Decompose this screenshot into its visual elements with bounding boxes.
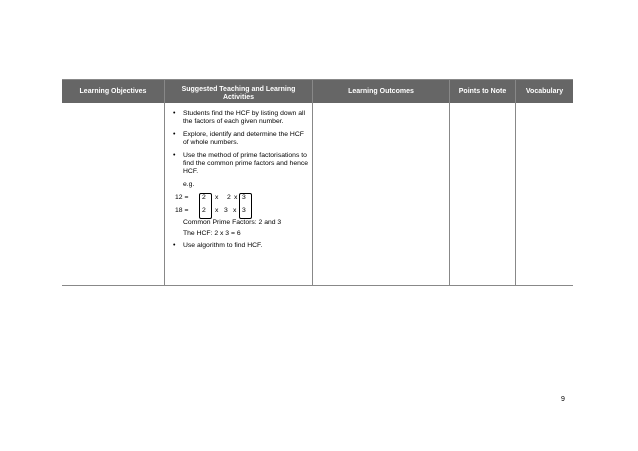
column-learning-objectives — [62, 80, 164, 285]
factor: 3 — [242, 193, 246, 201]
bullet-icon: • — [173, 152, 176, 160]
header-learning-outcomes: Learning Outcomes — [313, 80, 449, 103]
list-item — [165, 152, 313, 175]
page-number: 9 — [561, 396, 565, 403]
curriculum-table — [62, 79, 573, 286]
equation-lhs: 18 = — [175, 206, 189, 214]
header-learning-objectives: Learning Objectives — [62, 80, 164, 103]
column-points-to-note — [449, 80, 515, 285]
bullet-icon: • — [173, 131, 176, 139]
times-sign: x — [215, 193, 219, 201]
factor: 3 — [224, 206, 228, 214]
factorisation-block — [175, 193, 313, 219]
bullet-text: Students find the HCF by listing down all the factors of each given number. — [183, 110, 306, 125]
header-vocabulary: Vocabulary — [516, 80, 573, 103]
bullet-text: Explore, identify and determine the HCF of whole numbers. — [183, 131, 304, 146]
column-teaching-activities — [164, 80, 312, 285]
list-item — [165, 242, 313, 250]
list-item — [165, 110, 313, 125]
times-sign: x — [233, 206, 237, 214]
factor: 3 — [242, 206, 246, 214]
times-sign: x — [215, 206, 219, 214]
bullet-icon: • — [173, 241, 176, 249]
equation-row-12 — [175, 193, 313, 204]
bullet-icon: • — [173, 110, 176, 117]
column-learning-outcomes — [312, 80, 449, 285]
header-points-to-note: Points to Note — [450, 80, 515, 103]
times-sign: x — [234, 193, 238, 201]
common-factors-line: Common Prime Factors: 2 and 3 — [183, 218, 282, 226]
bullet-text: Use the method of prime factorisations to find the common prime factors and hence HCF. — [183, 152, 309, 175]
column-vocabulary — [515, 80, 573, 285]
factor: 2 — [227, 193, 231, 201]
factor: 2 — [202, 206, 206, 214]
hcf-line: The HCF: 2 x 3 = 6 — [183, 230, 241, 238]
bullet-text: Use algorithm to find HCF. — [183, 241, 263, 249]
factor: 2 — [202, 193, 206, 201]
equation-row-18 — [175, 206, 313, 217]
header-teaching-activities: Suggested Teaching and Learning Activities — [165, 80, 312, 103]
example-label: e.g. — [183, 181, 195, 189]
equation-lhs: 12 = — [175, 193, 189, 201]
list-item — [165, 131, 313, 146]
activities-content — [165, 110, 313, 256]
